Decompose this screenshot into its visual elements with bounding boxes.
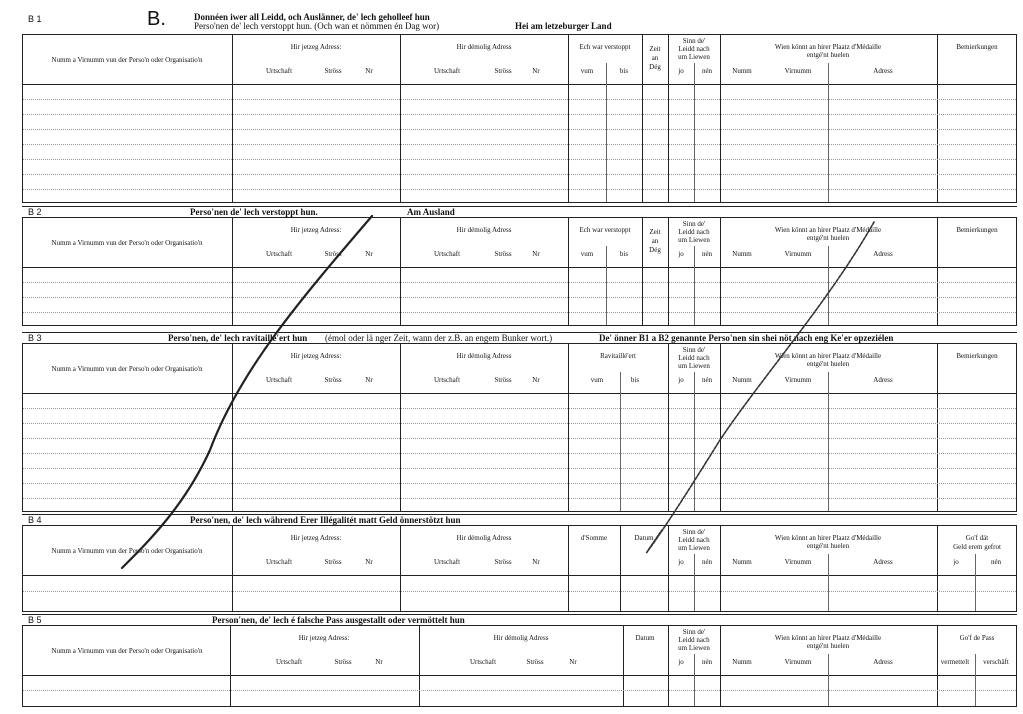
col-address: Adress [873,67,893,75]
col-until: bis [630,376,640,384]
col-alive-1: Sinn de' [682,346,706,354]
col-address-now: Hir jetzeg Adress: [290,534,342,542]
col-person: Numm a Virnumm vun der Perso'n oder Organisatio'n [51,547,203,555]
col-hidden: Ech war verstoppt [579,226,631,234]
col-alive-1: Sinn de' [682,220,706,228]
section-b4 [22,514,1017,612]
section-subtitle: Perso'nen de' lech verstoppt hun. (Och wan et nömmen én Dag wor) [194,21,440,31]
col-address-old: Hir démolig Adress [456,534,512,542]
col-mediated: vermettelt [940,658,970,666]
section-subtitle-2: De' önner B1 a B2 genannte Perso'nen sin shei nöt nach eng Ke'er opzeziélen [599,333,894,343]
col-town: Urtschaft [469,658,497,666]
col-street: Ströss [324,250,342,258]
col-medal-2: entgé'nt huelen [806,542,850,550]
col-medal-1: Wien könnt an hirer Plaatz d'Médaille [774,43,882,51]
col-address: Adress [873,250,893,258]
col-address-old: Hir démolig Adress [493,634,549,642]
col-alive-1: Sinn de' [682,37,706,45]
col-number: Nr [532,558,540,566]
col-alive-1: Sinn de' [682,528,706,536]
col-supplied: Ravitaillé'ert [600,352,636,360]
col-address-old: Hir démolig Adress [456,352,512,360]
col-address-now: Hir jetzeg Adress: [290,226,342,234]
col-alive-2: Leidd nach [678,536,710,544]
col-street: Ströss [334,658,352,666]
col-street: Ströss [494,67,512,75]
col-yes: jo [678,376,684,384]
section-b3-table [22,343,1017,512]
col-name: Numm [732,376,752,384]
section-code: B 2 [28,207,42,217]
col-no: nén [701,658,713,666]
col-address-now: Hir jetzeg Adress: [290,43,342,51]
col-yes: jo [678,250,684,258]
section-subtitle: Am Ausland [407,207,455,217]
col-medal-1: Wien könnt an hirer Plaatz d'Médaille [774,226,882,234]
section-title: Perso'nen, de' lech während Erer Illégalitét matt Geld önnerstötzt hun [190,515,461,525]
col-person: Numm a Virnumm vun der Perso'n oder Organisatio'n [51,647,203,655]
col-medal-1: Wien könnt an hirer Plaatz d'Médaille [774,352,882,360]
section-b2 [22,206,1017,326]
col-yes: jo [953,558,959,566]
col-name: Numm [732,250,752,258]
col-address: Adress [873,376,893,384]
col-procured: verschäft [983,658,1009,666]
col-medal-1: Wien könnt an hirer Plaatz d'Médaille [774,534,882,542]
col-number: Nr [532,67,540,75]
section-code: B 5 [28,615,42,625]
section-title: Person'nen, de' lech é falsche Pass ausgestallt oder vermöttelt hun [212,615,465,625]
col-street: Ströss [324,376,342,384]
section-subtitle: (émol oder lä nger Zeit, wann der z.B. an engem Bunker wort.) [325,333,553,343]
col-town: Urtschaft [433,67,461,75]
section-title: Perso'nen de' lech verstoppt hun. [190,207,318,217]
col-days-1: Zeit [649,228,661,236]
section-title: Donnéen iwer all Leidd, och Auslänner, de' lech geholleef hun [194,12,430,22]
col-no: nén [990,558,1002,566]
col-alive-2: Leidd nach [678,228,710,236]
col-sum: d'Somme [580,534,608,542]
col-town: Urtschaft [265,376,293,384]
section-b1 [22,8,1017,202]
col-no: nén [701,558,713,566]
col-alive-2: Leidd nach [678,636,710,644]
col-from: vum [590,376,604,384]
col-yes: jo [678,658,684,666]
col-address-old: Hir démolig Adress [456,43,512,51]
col-address-old: Hir démolig Adress [456,226,512,234]
col-yes: jo [678,558,684,566]
section-b1-table [22,34,1017,203]
col-street: Ströss [494,558,512,566]
col-street: Ströss [324,67,342,75]
col-medal-2: entgé'nt huelen [806,51,850,59]
col-alive-2: Leidd nach [678,354,710,362]
col-refund-1: Go'f dät [965,534,989,542]
col-days-2: an [651,54,659,62]
section-code: B 1 [28,14,42,24]
col-address: Adress [873,658,893,666]
col-town: Urtschaft [265,558,293,566]
col-until: bis [619,250,629,258]
col-name: Numm [732,67,752,75]
col-alive-3: um Liewen [678,544,710,552]
section-b5 [22,614,1017,710]
col-firstname: Virnumm [784,250,812,258]
col-no: nén [701,67,713,75]
col-town: Urtschaft [433,250,461,258]
col-alive-3: um Liewen [678,236,710,244]
section-b5-table [22,625,1017,707]
section-subtitle-2: Hei am letzeburger Land [515,21,612,31]
col-medal-2: entgé'nt huelen [806,234,850,242]
col-firstname: Virnumm [784,658,812,666]
section-title: Perso'nen, de' lech ravitaillé'ert hun [168,333,308,343]
col-days-1: Zeit [649,45,661,53]
col-number: Nr [532,250,540,258]
col-firstname: Virnumm [784,376,812,384]
col-street: Ströss [526,658,544,666]
col-number: Nr [532,376,540,384]
col-address-now: Hir jetzeg Adress: [290,352,342,360]
col-town: Urtschaft [265,67,293,75]
col-number: Nr [375,658,383,666]
col-until: bis [619,67,629,75]
col-from: vum [580,67,594,75]
col-remarks: Bemierkungen [956,226,998,234]
col-days-2: an [651,237,659,245]
section-code: B 3 [28,333,42,343]
col-alive-1: Sinn de' [682,628,706,636]
col-town: Urtschaft [265,250,293,258]
col-person: Numm a Virnumm vun der Perso'n oder Organisatio'n [51,56,203,64]
col-street: Ströss [494,250,512,258]
col-alive-3: um Liewen [678,644,710,652]
col-town: Urtschaft [275,658,303,666]
col-remarks: Bemierkungen [956,43,998,51]
col-date: Datum [635,634,655,642]
col-street: Ströss [494,376,512,384]
col-number: Nr [365,250,373,258]
section-b4-table [22,525,1017,612]
col-medal-2: entgé'nt huelen [806,360,850,368]
col-number: Nr [365,558,373,566]
col-street: Ströss [324,558,342,566]
col-passport: Go'f de Pass [959,634,995,642]
col-no: nén [701,250,713,258]
col-name: Numm [732,558,752,566]
col-number: Nr [365,67,373,75]
col-days-3: Dég [649,246,661,254]
col-person: Numm a Virnumm vun der Perso'n oder Organisatio'n [51,365,203,373]
col-refund-2: Geld erem gefrot [953,543,1001,551]
col-address-now: Hir jetzeg Adress: [298,634,350,642]
col-remarks: Bemierkungen [956,352,998,360]
form-letter: B. [147,8,166,30]
col-no: nén [701,376,713,384]
col-yes: jo [678,67,684,75]
col-medal-2: entgé'nt huelen [806,642,850,650]
col-medal-1: Wien könnt an hirer Plaatz d'Médaille [774,634,882,642]
col-firstname: Virnumm [784,67,812,75]
section-b1-titlebar [22,8,1017,31]
section-b2-table [22,217,1017,326]
section-code: B 4 [28,515,42,525]
col-name: Numm [732,658,752,666]
col-alive-3: um Liewen [678,362,710,370]
col-from: vum [580,250,594,258]
section-b3 [22,332,1017,512]
col-number: Nr [365,376,373,384]
col-town: Urtschaft [433,376,461,384]
col-number: Nr [569,658,577,666]
col-alive-3: um Liewen [678,53,710,61]
col-days-3: Dég [649,63,661,71]
col-address: Adress [873,558,893,566]
col-firstname: Virnumm [784,558,812,566]
col-person: Numm a Virnumm vun der Perso'n oder Organisatio'n [51,239,203,247]
col-hidden: Ech war verstoppt [579,43,631,51]
col-alive-2: Leidd nach [678,45,710,53]
col-date: Datum [634,534,654,542]
col-town: Urtschaft [433,558,461,566]
